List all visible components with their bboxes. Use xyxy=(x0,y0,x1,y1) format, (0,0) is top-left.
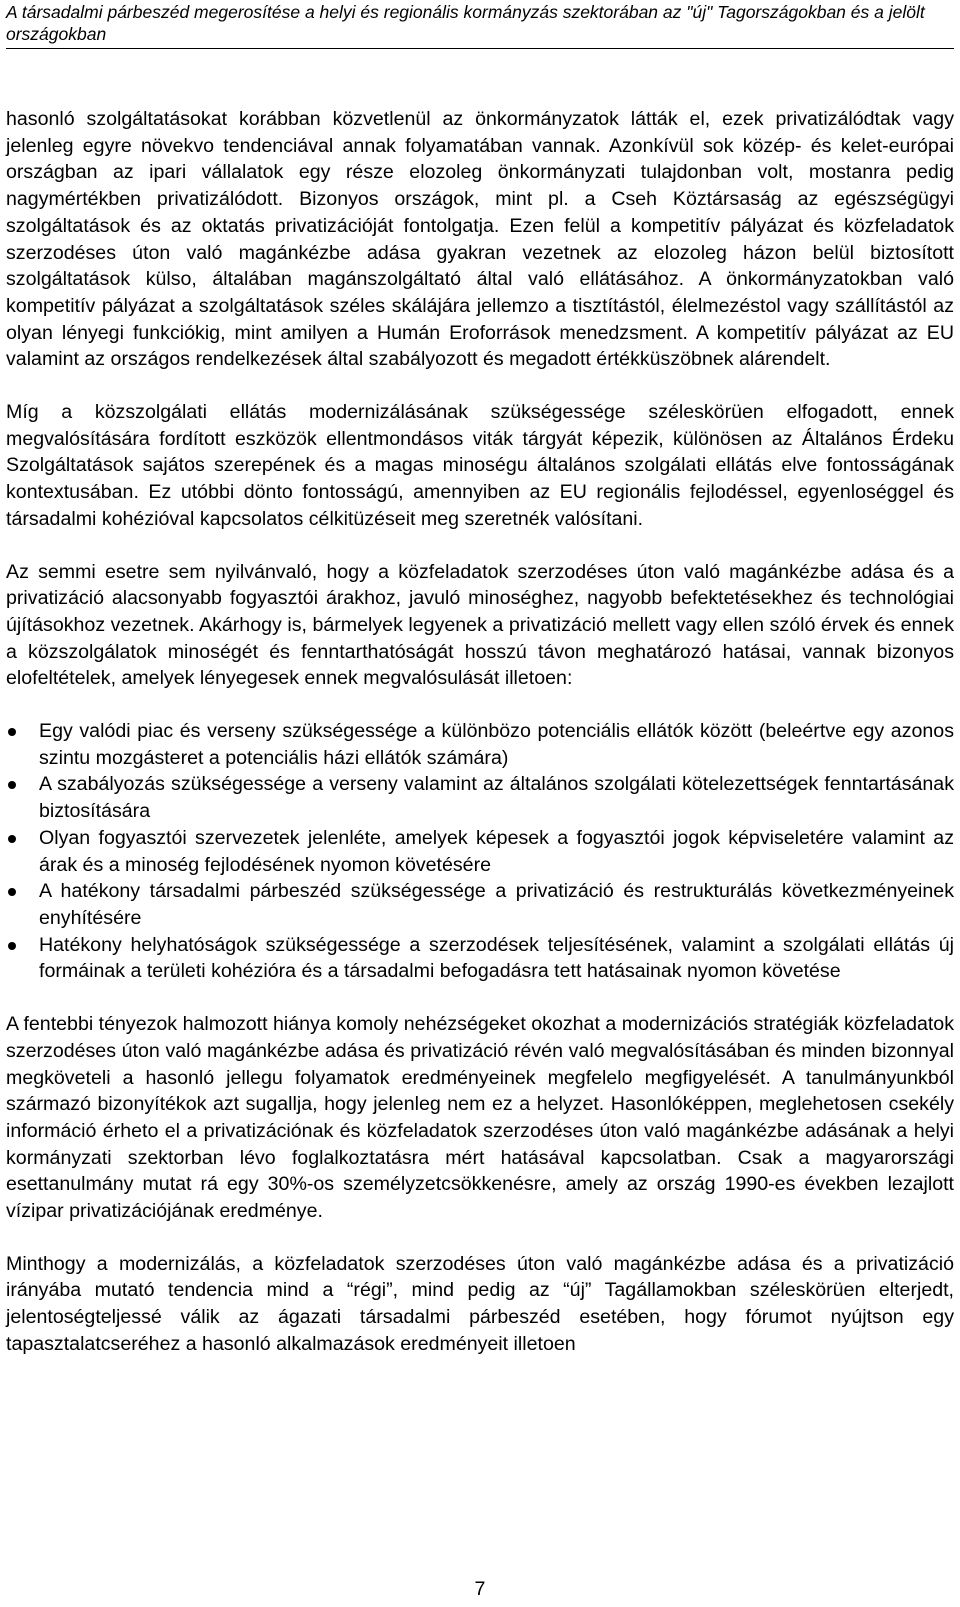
list-item xyxy=(6,932,954,985)
paragraph: A fentebbi tényezok halmozott hiánya komoly nehézségeket okozhat a modernizációs stratégiák közfeladatok szerzodéses úton való magánkézbe adása és privatizáció révén való megvalósításában és minden bizonnyal megköveteli a hasonló jellegu folyamatok eredményeinek megfelelo megfigyelését. A tanulmányunkból származó bizonyítékok azt sugallja, hogy jelenleg nem ez a helyzet. Hasonlóképpen, meglehetosen csekély információ érheto el a privatizációnak és közfeladatok szerzodéses úton való magánkézbe adásának a helyi kormányzati szektorban lévo foglalkoztatásra mért hatásával kapcsolatban. Csak a magyarországi esettanulmány mutat rá egy 30%-os személyzetcsökkenésre, amely az ország 1990-es években lezajlott vízipar privatizációjának eredménye. xyxy=(6,1013,954,1223)
paragraph: Míg a közszolgálati ellátás modernizálásának szükségessége széleskörüen elfogadott, ennek megvalósítására fordított eszközök ellentmondásos viták tárgyát képezik, különösen az Általános Érdeku Szolgáltatások sajátos szerepének és a magas minoségu általános szolgálati ellátás elve fontosságának kontextusában. Ez utóbbi dönto fontosságú, amennyiben az EU regionális fejlodéssel, egyenloséggel és társadalmi kohézióval kapcsolatos célkitüzéseit meg szeretnék valósítani. xyxy=(6,401,954,530)
list-item xyxy=(6,878,954,931)
page-number: 7 xyxy=(474,1578,486,1600)
paragraph: hasonló szolgáltatásokat korábban közvetlenül az önkormányzatok látták el, ezek privatizálódtak vagy jelenleg egyre növekvo tendenciával annak folyamatában vannak. Azonkívül sok közép- és kelet-európai országban az ipari vállalatok egy része elozoleg önkormányzati tulajdonban volt, mostanra pedig nagymértékben privatizálódott. Bizonyos országok, mint pl. a Cseh Köztársaság az egészségügyi szolgáltatások és az oktatás privatizációját fontolgatja. Ezen felül a kompetitív pályázat és közfeladatok szerzodéses úton való magánkézbe adása gyakran vezetnek az elozoleg házon belül biztosított szolgáltatások külso, általában magánszolgáltató által való ellátásához. A önkormányzatokban való kompetitív pályázat a szolgáltatások széles skálájára jellemzo a tisztítástól, élelmezéstol vagy szállítástól az olyan lényegi funkciókig, mint amilyen a Humán Eroforrások menedzsment. A kompetitív pályázat az EU valamint az országos rendelkezések által szabályozott és megadott értékküszöbnek alárendelt. xyxy=(6,108,954,371)
list-item xyxy=(6,825,954,878)
list-item-text: A szabályozás szükségessége a verseny valamint az általános szolgálati kötelezettségek fenntartásának biztosítására xyxy=(39,773,954,823)
bullet-icon xyxy=(8,781,16,789)
bullet-icon xyxy=(8,728,16,736)
running-header: A társadalmi párbeszéd megerosítése a helyi és regionális kormányzás szektorában az "új" Tagországokban és a jelölt országokban xyxy=(6,2,925,44)
list-item-text: Olyan fogyasztói szervezetek jelenléte, amelyek képesek a fogyasztói jogok képviseletére valamint az árak és a minoség fejlodésének nyomon követésére xyxy=(39,826,954,876)
header-divider xyxy=(6,48,954,49)
bullet-icon xyxy=(8,888,16,896)
document-body xyxy=(6,106,954,1358)
bullet-icon xyxy=(8,942,16,950)
list-item-text: Hatékony helyhatóságok szükségessége a szerzodések teljesítésének, valamint a szolgálati ellátás új formáinak a területi kohézióra és a társadalmi befogadásra tett hatásainak nyomon követése xyxy=(39,933,954,983)
bullet-icon xyxy=(8,835,16,843)
list-item xyxy=(6,718,954,771)
list-item-text: Egy valódi piac és verseny szükségessége a különbözo potenciális ellátók között (beleértve egy azonos szintu mozgásteret a potenciális házi ellátók számára) xyxy=(39,720,954,769)
bullet-list xyxy=(6,718,954,985)
list-item-text: A hatékony társadalmi párbeszéd szükségessége a privatizáció és restrukturálás következményeinek enyhítésére xyxy=(39,880,954,929)
list-item xyxy=(6,771,954,824)
paragraph: Minthogy a modernizálás, a közfeladatok szerzodéses úton való magánkézbe adása és a privatizáció irányába mutató tendencia mind a “régi”, mind pedig az “új” Tagállamokban széleskörüen elterjedt, jelentoségteljessé válik az ágazati társadalmi párbeszéd esetében, hogy fórumot nyújtson egy tapasztalatcseréhez a hasonló alkalmazások eredményeit illetoen xyxy=(6,1252,954,1355)
paragraph: Az semmi esetre sem nyilvánvaló, hogy a közfeladatok szerzodéses úton való magánkézbe adása és a privatizáció alacsonyabb fogyasztói árakhoz, javuló minoséghez, nagyobb befektetésekhez és technológiai újításokhoz vezetnek. Akárhogy is, bármelyek legyenek a privatizáció mellett vagy ellen szóló érvek és ennek a közszolgálatok minoségét és fenntarthatóságát hosszú távon meghatározó hatásai, vannak bizonyos elofeltételek, amelyek lényegesek ennek megvalósulását illetoen: xyxy=(6,560,954,690)
